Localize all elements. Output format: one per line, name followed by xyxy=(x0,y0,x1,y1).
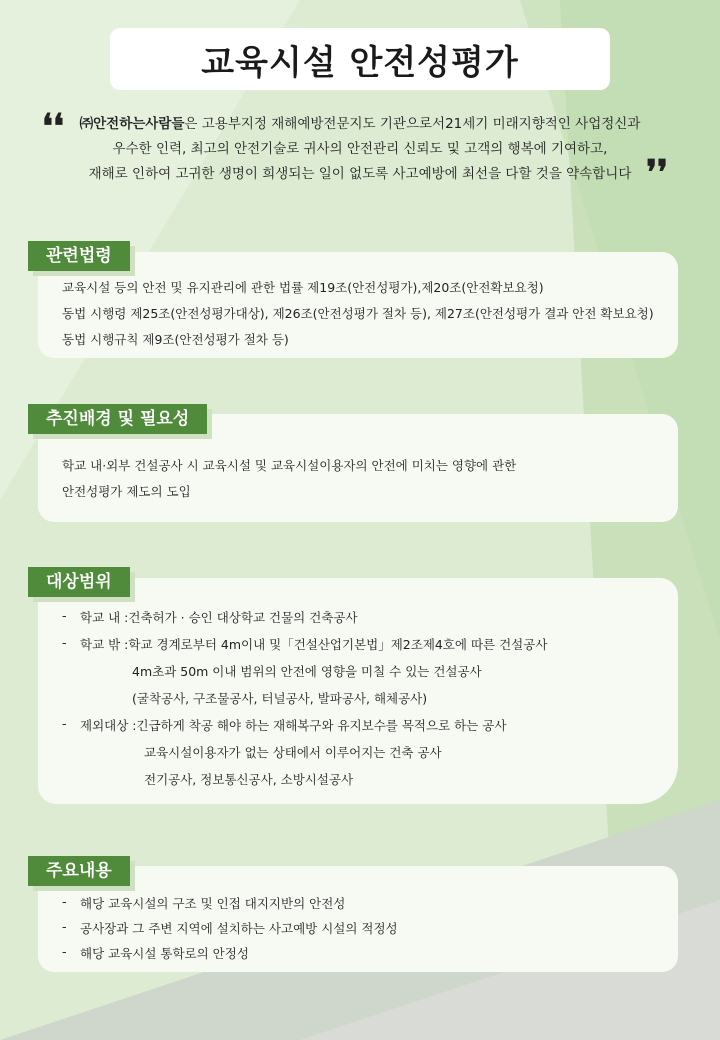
dash-icon: - xyxy=(62,608,67,623)
dash-icon: - xyxy=(62,635,67,650)
scope-item-continued xyxy=(132,689,427,707)
scope-item-label: 학교 내 : xyxy=(80,610,129,625)
main-item xyxy=(62,944,249,962)
scope-item-text: 전기공사, 정보통신공사, 소방시설공사 xyxy=(144,772,354,787)
scope-item-continued xyxy=(132,662,482,680)
scope-item-text: 4m초과 50m 이내 범위의 안전에 영향을 미칠 수 있는 건설공사 xyxy=(132,664,482,679)
scope-item-text: 건축허가 · 승인 대상학교 건물의 건축공사 xyxy=(128,610,358,625)
background-section-title: 추진배경 및 필요성 xyxy=(28,404,207,434)
title-box xyxy=(110,28,610,90)
scope-item-label: 제외대상 : xyxy=(80,718,137,733)
close-quote-icon: ❜❜ xyxy=(646,153,668,193)
dash-icon: - xyxy=(62,944,67,959)
scope-item-continued xyxy=(144,743,442,761)
main-item-text: 공사장과 그 주변 지역에 설치하는 사고예방 시설의 적정성 xyxy=(80,921,398,936)
scope-item-text: 긴급하게 착공 해야 하는 재해복구와 유지보수를 목적으로 하는 공사 xyxy=(136,718,507,733)
scope-item-label: 학교 밖 : xyxy=(80,637,129,652)
scope-card xyxy=(38,578,678,804)
main-section-title: 주요내용 xyxy=(28,856,130,886)
scope-item-continued xyxy=(144,770,353,788)
quote-line-2: 우수한 인력, 최고의 안전기술로 귀사의 안전관리 신뢰도 및 고객의 행복에 기여하고, xyxy=(112,141,608,157)
scope-item-text: (굴착공사, 구조물공사, 터널공사, 발파공사, 해체공사) xyxy=(132,691,428,706)
company-name: ㈜안전하는사람들 xyxy=(79,116,185,132)
open-quote-icon: ❛❛ xyxy=(42,107,64,147)
scope-item xyxy=(62,635,547,653)
scope-section-title: 대상범위 xyxy=(28,567,130,597)
dash-icon: - xyxy=(62,716,67,731)
laws-line: 동법 시행령 제25조(안전성평가대상), 제26조(안전성평가 절차 등), 제27조(안전성평가 결과 안전 확보요청) xyxy=(62,306,654,321)
scope-item xyxy=(62,608,358,626)
main-item xyxy=(62,894,345,912)
page-title: 교육시설 안전성평가 xyxy=(201,42,519,83)
background-line: 안전성평가 제도의 도입 xyxy=(62,484,191,499)
quote-line-1-text: 은 고용부지정 재해예방전문지도 기관으로서21세기 미래지향적인 사업정신과 xyxy=(184,116,641,132)
laws-section-title: 관련법령 xyxy=(28,241,130,271)
background-line: 학교 내·외부 건설공사 시 교육시설 및 교육시설이용자의 안전에 미치는 영향에 관한 xyxy=(62,458,517,473)
laws-card xyxy=(38,252,678,358)
laws-line: 동법 시행규칙 제9조(안전성평가 절차 등) xyxy=(62,332,289,347)
main-card xyxy=(38,866,678,972)
company-quote xyxy=(40,107,680,193)
main-item xyxy=(62,919,398,937)
scope-item xyxy=(62,716,506,734)
quote-line-3: 재해로 인하여 고귀한 생명이 희생되는 일이 없도록 사고예방에 최선을 다할 것을 약속합니다 xyxy=(88,166,632,182)
dash-icon: - xyxy=(62,919,67,934)
scope-item-text: 교육시설이용자가 없는 상태에서 이루어지는 건축 공사 xyxy=(144,745,442,760)
laws-line: 교육시설 등의 안전 및 유지관리에 관한 법률 제19조(안전성평가),제20조(안전확보요청) xyxy=(62,280,544,295)
quote-line-1 xyxy=(40,112,680,137)
main-item-text: 해당 교육시설 통학로의 안정성 xyxy=(80,946,249,961)
dash-icon: - xyxy=(62,894,67,909)
main-item-text: 해당 교육시설의 구조 및 인접 대지지반의 안전성 xyxy=(80,896,346,911)
scope-item-text: 학교 경계로부터 4m이내 및「건설산업기본법」제2조제4호에 따른 건설공사 xyxy=(128,637,548,652)
